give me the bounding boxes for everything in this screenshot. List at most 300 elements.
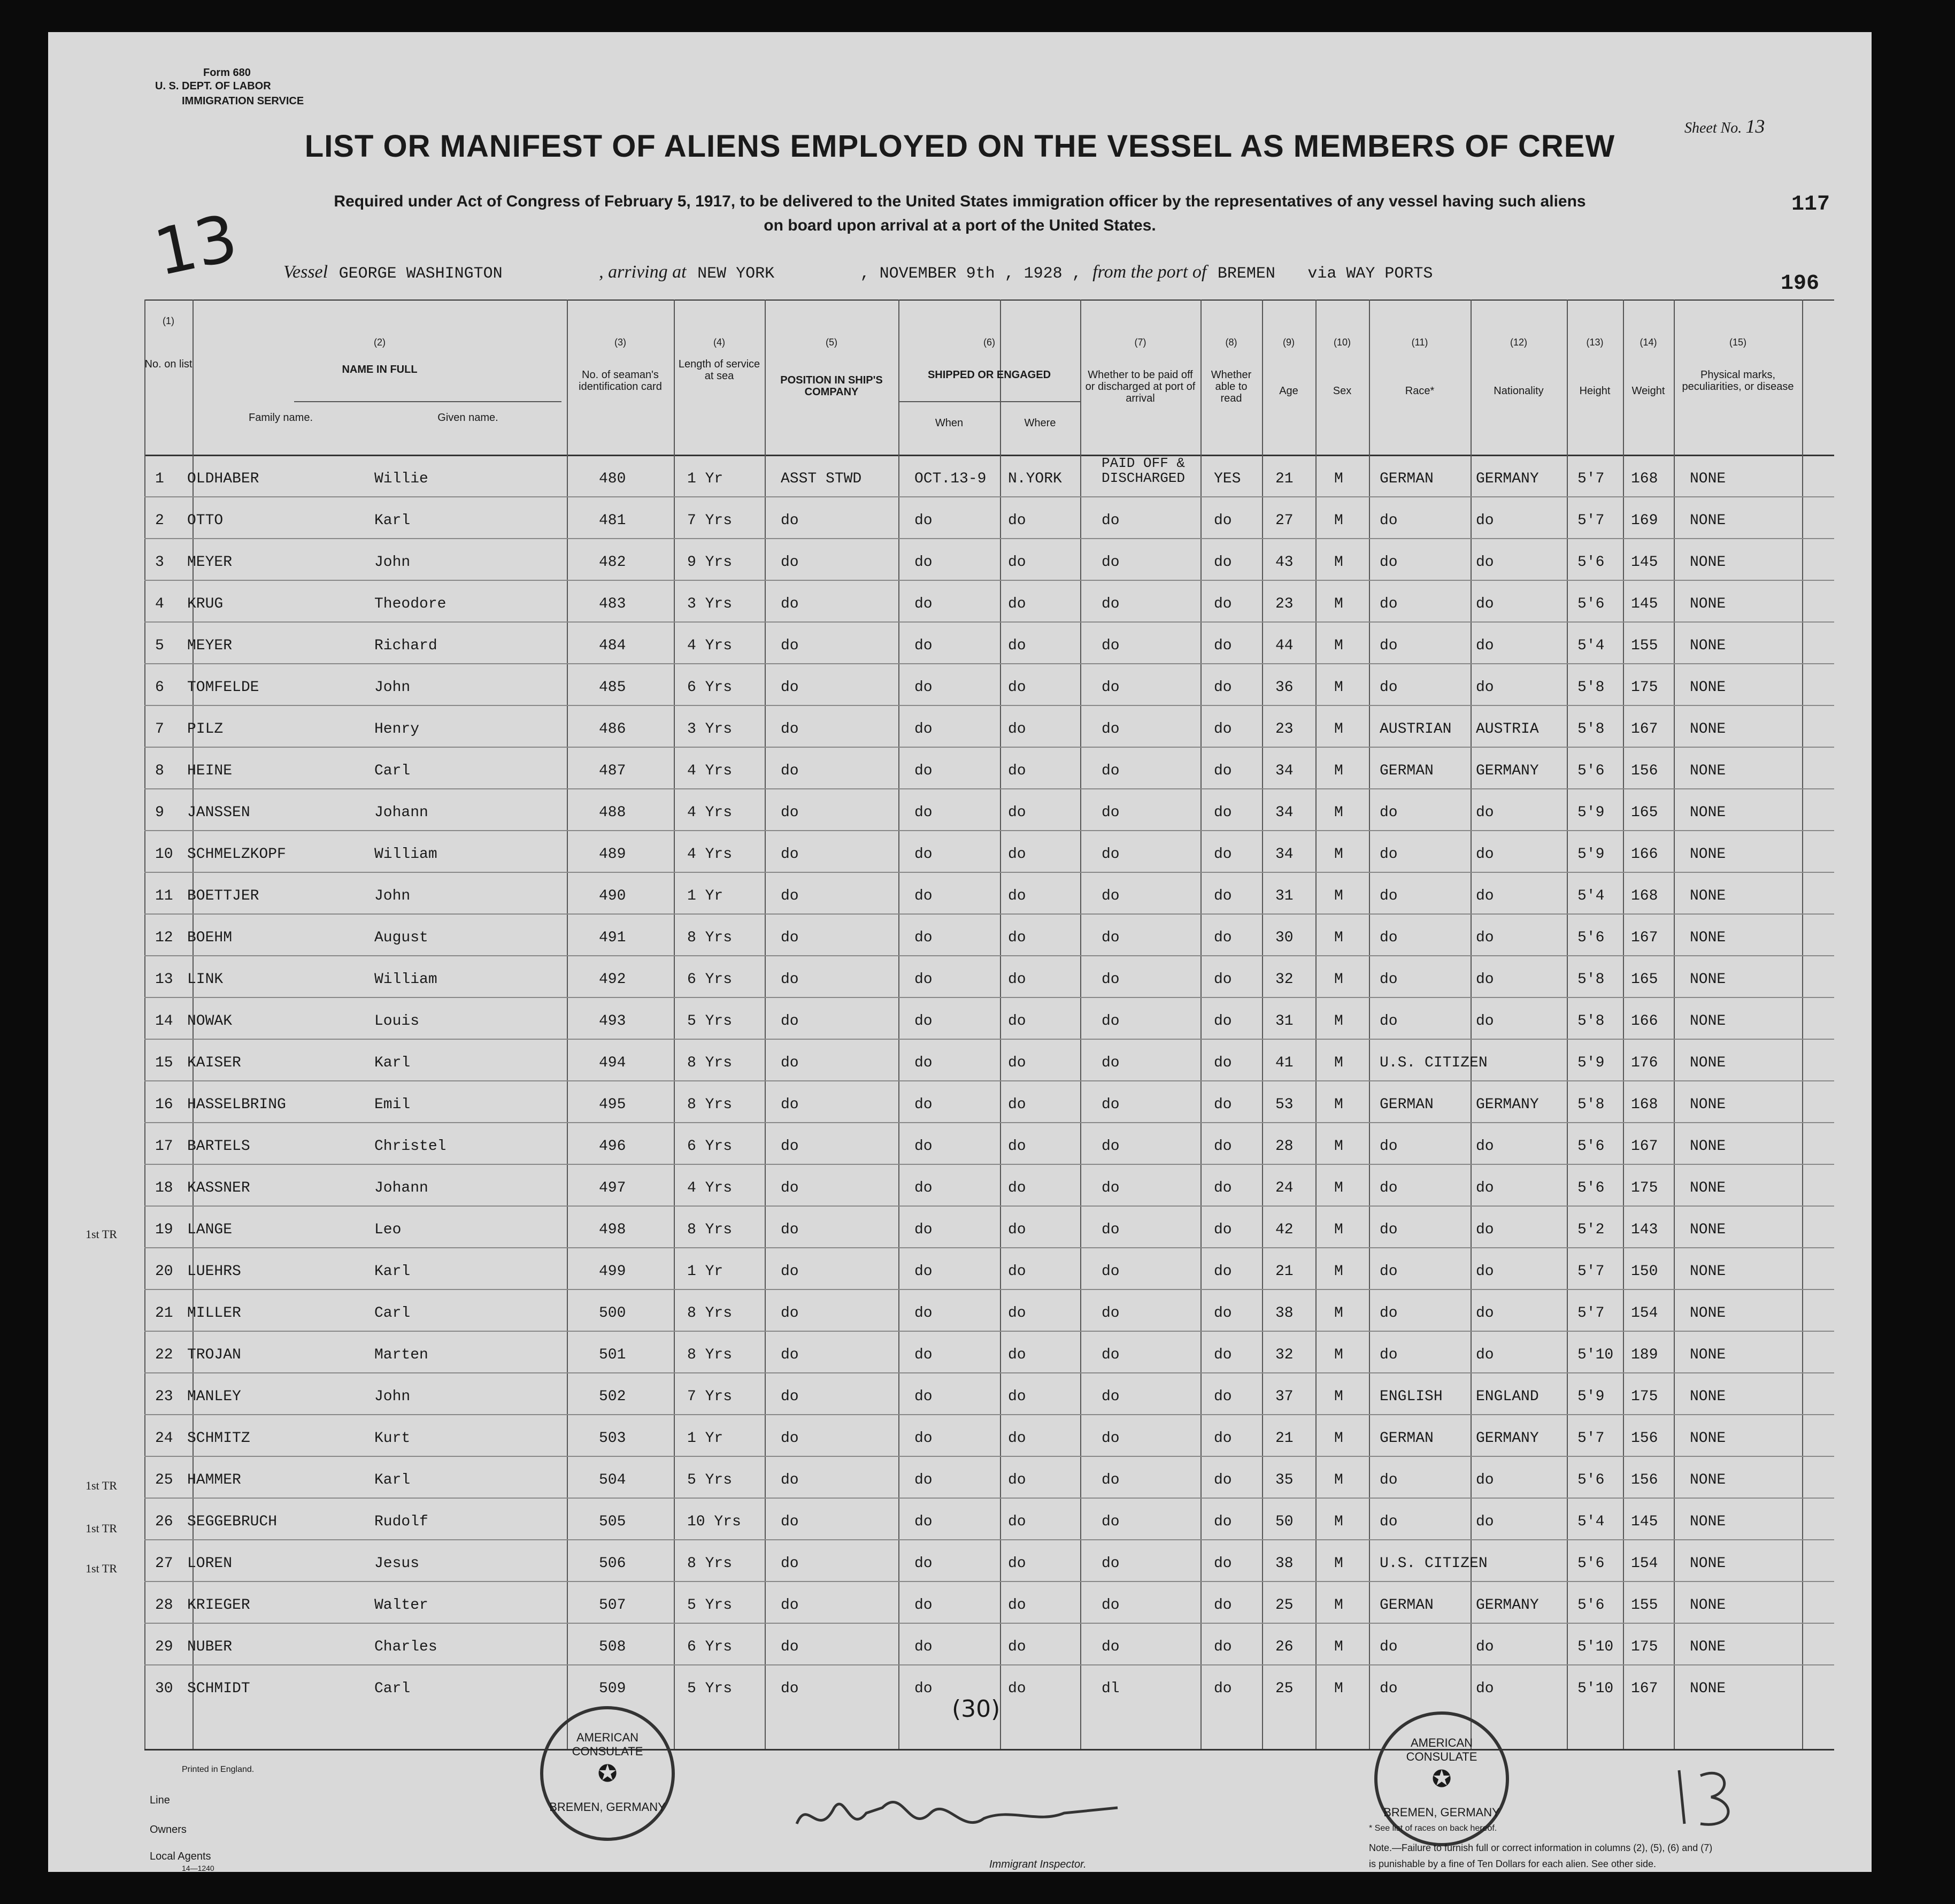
sex-cell: M — [1334, 1305, 1343, 1322]
position-cell: do — [781, 1263, 799, 1280]
height-cell: 5'6 — [1577, 554, 1605, 571]
read-cell: do — [1214, 1055, 1232, 1071]
position-cell: do — [781, 763, 799, 779]
given-name-cell: Rudolf — [374, 1514, 428, 1530]
race-cell: do — [1380, 1514, 1398, 1530]
row-number: 20 — [155, 1263, 173, 1280]
id-card-cell: 491 — [599, 930, 626, 946]
age-cell: 32 — [1275, 1347, 1294, 1363]
margin-note: 1st TR — [86, 1522, 117, 1535]
where-cell: do — [1008, 1639, 1026, 1655]
row-number: 26 — [155, 1514, 173, 1530]
where-cell: do — [1008, 638, 1026, 654]
height-cell: 5'8 — [1577, 1096, 1605, 1113]
given-name-cell: Christel — [374, 1138, 447, 1155]
paid-off-cell: do — [1102, 888, 1120, 904]
position-cell: do — [781, 596, 799, 612]
race-cell: do — [1380, 512, 1398, 529]
when-cell: do — [914, 1222, 933, 1238]
nationality-cell: do — [1476, 679, 1494, 696]
given-name-cell: Karl — [374, 512, 411, 529]
table-row — [144, 747, 1834, 788]
row-number: 11 — [155, 888, 173, 904]
service-cell: 6 Yrs — [687, 679, 733, 696]
family-name-cell: MANLEY — [187, 1388, 241, 1405]
sex-cell: M — [1334, 1388, 1343, 1405]
when-cell: do — [914, 1514, 933, 1530]
col-when: When — [935, 417, 964, 429]
read-cell: do — [1214, 1597, 1232, 1614]
age-cell: 32 — [1275, 971, 1294, 988]
arriving-port: NEW YORK — [697, 265, 775, 283]
marks-cell: NONE — [1690, 471, 1726, 487]
family-name-cell: NOWAK — [187, 1013, 233, 1030]
marks-cell: NONE — [1690, 1597, 1726, 1614]
id-card-cell: 490 — [599, 888, 626, 904]
id-card-cell: 487 — [599, 763, 626, 779]
col-9-number: (9) — [1283, 337, 1295, 348]
paid-off-cell: do — [1102, 1222, 1120, 1238]
position-cell: do — [781, 1388, 799, 1405]
marks-cell: NONE — [1690, 1514, 1726, 1530]
row-number: 19 — [155, 1222, 173, 1238]
height-cell: 5'8 — [1577, 721, 1605, 738]
col-10-number: (10) — [1333, 337, 1351, 348]
row-number: 30 — [155, 1680, 173, 1697]
service-cell: 4 Yrs — [687, 846, 733, 863]
race-cell: GERMAN — [1380, 1597, 1434, 1614]
corner-number: 117 — [1791, 193, 1830, 217]
race-cell: do — [1380, 554, 1398, 571]
family-name-cell: TROJAN — [187, 1347, 241, 1363]
paid-off-cell: do — [1102, 1639, 1120, 1655]
id-card-cell: 500 — [599, 1305, 626, 1322]
paid-off-cell: do — [1102, 846, 1120, 863]
age-cell: 37 — [1275, 1388, 1294, 1405]
id-card-cell: 507 — [599, 1597, 626, 1614]
id-card-cell: 504 — [599, 1472, 626, 1488]
position-cell: do — [781, 638, 799, 654]
manifest-sheet — [48, 32, 1872, 1872]
marks-cell: NONE — [1690, 804, 1726, 821]
table-row — [144, 496, 1834, 538]
marks-cell: NONE — [1690, 1055, 1726, 1071]
id-card-cell: 481 — [599, 512, 626, 529]
sex-cell: M — [1334, 1639, 1343, 1655]
vessel-line — [283, 262, 1439, 283]
read-cell: do — [1214, 1680, 1232, 1697]
when-cell: do — [914, 512, 933, 529]
given-name-cell: Karl — [374, 1055, 411, 1071]
table-row — [144, 913, 1834, 955]
paid-off-cell: do — [1102, 1180, 1120, 1196]
row-number: 8 — [155, 763, 164, 779]
race-cell: do — [1380, 1680, 1398, 1697]
where-cell: do — [1008, 1138, 1026, 1155]
age-cell: 35 — [1275, 1472, 1294, 1488]
service-cell: 8 Yrs — [687, 1555, 733, 1572]
height-cell: 5'6 — [1577, 1180, 1605, 1196]
race-cell: GERMAN — [1380, 1430, 1434, 1447]
nationality-cell: do — [1476, 1472, 1494, 1488]
marks-cell: NONE — [1690, 1305, 1726, 1322]
service-cell: 7 Yrs — [687, 1388, 733, 1405]
when-cell: do — [914, 1013, 933, 1030]
vessel-name: GEORGE WASHINGTON — [338, 265, 503, 283]
nationality-cell: do — [1476, 1180, 1494, 1196]
given-name-cell: Willie — [374, 471, 428, 487]
row-number: 22 — [155, 1347, 173, 1363]
sex-cell: M — [1334, 596, 1343, 612]
nationality-cell: do — [1476, 1222, 1494, 1238]
weight-cell: 175 — [1631, 1180, 1658, 1196]
read-cell: do — [1214, 596, 1232, 612]
age-cell: 25 — [1275, 1680, 1294, 1697]
weight-cell: 143 — [1631, 1222, 1658, 1238]
where-cell: do — [1008, 846, 1026, 863]
read-cell: YES — [1214, 471, 1241, 487]
where-cell: do — [1008, 1180, 1026, 1196]
nationality-cell: do — [1476, 971, 1494, 988]
id-card-cell: 489 — [599, 846, 626, 863]
position-cell: do — [781, 512, 799, 529]
sex-cell: M — [1334, 1055, 1343, 1071]
table-row — [144, 788, 1834, 830]
table-row — [144, 1623, 1834, 1664]
nationality-cell: do — [1476, 1263, 1494, 1280]
paid-off-cell: do — [1102, 1263, 1120, 1280]
id-card-cell: 496 — [599, 1138, 626, 1155]
col-weight: Weight — [1631, 385, 1665, 397]
marks-cell: NONE — [1690, 1138, 1726, 1155]
given-name-cell: Karl — [374, 1472, 411, 1488]
given-name-cell: John — [374, 554, 411, 571]
paid-off-cell: do — [1102, 1472, 1120, 1488]
col-15-number: (15) — [1729, 337, 1746, 348]
col-race: Race* — [1405, 385, 1435, 397]
paid-off-cell: do — [1102, 1555, 1120, 1572]
read-cell: do — [1214, 679, 1232, 696]
marks-cell: NONE — [1690, 1472, 1726, 1488]
age-cell: 24 — [1275, 1180, 1294, 1196]
height-cell: 5'10 — [1577, 1680, 1614, 1697]
race-cell: U.S. CITIZEN — [1380, 1555, 1488, 1572]
weight-cell: 166 — [1631, 846, 1658, 863]
position-cell: do — [781, 1055, 799, 1071]
row-number: 9 — [155, 804, 164, 821]
height-cell: 5'10 — [1577, 1347, 1614, 1363]
race-cell: do — [1380, 1639, 1398, 1655]
arriving-label: , arriving at — [599, 262, 687, 282]
sex-cell: M — [1334, 1347, 1343, 1363]
sex-cell: M — [1334, 1013, 1343, 1030]
row-number: 4 — [155, 596, 164, 612]
age-cell: 25 — [1275, 1597, 1294, 1614]
age-cell: 44 — [1275, 638, 1294, 654]
column-headers — [144, 300, 1834, 455]
paid-off-cell: do — [1102, 596, 1120, 612]
where-cell: do — [1008, 1430, 1026, 1447]
where-cell: do — [1008, 1222, 1026, 1238]
given-name-cell: William — [374, 846, 437, 863]
row-number: 16 — [155, 1096, 173, 1113]
age-cell: 38 — [1275, 1555, 1294, 1572]
when-cell: do — [914, 1597, 933, 1614]
age-cell: 21 — [1275, 1430, 1294, 1447]
where-cell: do — [1008, 512, 1026, 529]
col-14-number: (14) — [1640, 337, 1657, 348]
where-cell: N.YORK — [1008, 471, 1062, 487]
service-cell: 1 Yr — [687, 888, 723, 904]
row-number: 28 — [155, 1597, 173, 1614]
age-cell: 34 — [1275, 846, 1294, 863]
form-dept: U. S. DEPT. OF LABOR — [155, 80, 271, 92]
height-cell: 5'6 — [1577, 596, 1605, 612]
table-row — [144, 1247, 1834, 1289]
when-cell: do — [914, 1388, 933, 1405]
sex-cell: M — [1334, 512, 1343, 529]
row-number: 27 — [155, 1555, 173, 1572]
given-name-cell: Johann — [374, 1180, 428, 1196]
id-card-cell: 498 — [599, 1222, 626, 1238]
sex-cell: M — [1334, 1472, 1343, 1488]
nationality-cell: GERMANY — [1476, 1096, 1539, 1113]
col-3-number: (3) — [614, 337, 626, 348]
race-cell: do — [1380, 1138, 1398, 1155]
given-name-cell: Richard — [374, 638, 437, 654]
where-cell: do — [1008, 1305, 1026, 1322]
given-name-cell: August — [374, 930, 428, 946]
name-divider — [294, 401, 561, 402]
row-number: 7 — [155, 721, 164, 738]
table-row — [144, 1289, 1834, 1331]
family-name-cell: HEINE — [187, 763, 233, 779]
read-cell: do — [1214, 1180, 1232, 1196]
given-name-cell: Kurt — [374, 1430, 411, 1447]
weight-cell: 176 — [1631, 1055, 1658, 1071]
age-cell: 36 — [1275, 679, 1294, 696]
table-row — [144, 1206, 1834, 1247]
col-7-number: (7) — [1134, 337, 1146, 348]
family-name-cell: JANSSEN — [187, 804, 250, 821]
fine-note-2: is punishable by a fine of Ten Dollars for each alien. See other side. — [1369, 1859, 1656, 1869]
service-cell: 4 Yrs — [687, 763, 733, 779]
position-cell: do — [781, 971, 799, 988]
position-cell: do — [781, 1472, 799, 1488]
inspector-label: Immigrant Inspector. — [989, 1859, 1087, 1870]
sex-cell: M — [1334, 554, 1343, 571]
height-cell: 5'9 — [1577, 846, 1605, 863]
position-cell: ASST STWD — [781, 471, 862, 487]
height-cell: 5'6 — [1577, 1472, 1605, 1488]
weight-cell: 156 — [1631, 1472, 1658, 1488]
row-number: 12 — [155, 930, 173, 946]
id-card-cell: 492 — [599, 971, 626, 988]
service-cell: 8 Yrs — [687, 1347, 733, 1363]
col-id-card: No. of seaman's identification card — [579, 369, 662, 393]
read-cell: do — [1214, 1430, 1232, 1447]
id-card-cell: 486 — [599, 721, 626, 738]
height-cell: 5'4 — [1577, 638, 1605, 654]
read-cell: do — [1214, 888, 1232, 904]
sex-cell: M — [1334, 1555, 1343, 1572]
nationality-cell: do — [1476, 596, 1494, 612]
age-cell: 31 — [1275, 1013, 1294, 1030]
race-cell: U.S. CITIZEN — [1380, 1055, 1488, 1071]
table-row — [144, 1498, 1834, 1539]
given-name-cell: Karl — [374, 1263, 411, 1280]
stamp-text-top: AMERICAN CONSULATE — [572, 1731, 643, 1758]
race-cell: do — [1380, 596, 1398, 612]
nationality-cell: GERMANY — [1476, 763, 1539, 779]
weight-cell: 168 — [1631, 471, 1658, 487]
paid-off-cell: do — [1102, 1597, 1120, 1614]
where-cell: do — [1008, 1680, 1026, 1697]
height-cell: 5'8 — [1577, 679, 1605, 696]
age-cell: 27 — [1275, 512, 1294, 529]
footer-owners-label: Owners — [150, 1824, 187, 1836]
nationality-cell: AUSTRIA — [1476, 721, 1539, 738]
service-cell: 3 Yrs — [687, 596, 733, 612]
weight-cell: 175 — [1631, 1639, 1658, 1655]
when-cell: do — [914, 1096, 933, 1113]
position-cell: do — [781, 1096, 799, 1113]
where-cell: do — [1008, 1555, 1026, 1572]
service-cell: 1 Yr — [687, 471, 723, 487]
when-cell: do — [914, 1180, 933, 1196]
when-cell: do — [914, 1472, 933, 1488]
position-cell: do — [781, 888, 799, 904]
given-name-cell: Louis — [374, 1013, 420, 1030]
given-name-cell: Carl — [374, 1680, 411, 1697]
row-number: 24 — [155, 1430, 173, 1447]
id-card-cell: 502 — [599, 1388, 626, 1405]
weight-cell: 156 — [1631, 763, 1658, 779]
marks-cell: NONE — [1690, 554, 1726, 571]
paid-off-cell: do — [1102, 1305, 1120, 1322]
sex-cell: M — [1334, 1680, 1343, 1697]
marks-cell: NONE — [1690, 1680, 1726, 1697]
where-cell: do — [1008, 1388, 1026, 1405]
row-number: 13 — [155, 971, 173, 988]
service-cell: 6 Yrs — [687, 1639, 733, 1655]
col-given-name: Given name. — [437, 412, 498, 424]
sex-cell: M — [1334, 1180, 1343, 1196]
position-cell: do — [781, 1680, 799, 1697]
service-cell: 6 Yrs — [687, 971, 733, 988]
inspector-signature — [786, 1776, 1128, 1851]
family-name-cell: LUEHRS — [187, 1263, 241, 1280]
marks-cell: NONE — [1690, 1222, 1726, 1238]
sex-cell: M — [1334, 679, 1343, 696]
when-cell: do — [914, 1305, 933, 1322]
when-cell: do — [914, 1430, 933, 1447]
race-cell: do — [1380, 1222, 1398, 1238]
where-cell: do — [1008, 1013, 1026, 1030]
sex-cell: M — [1334, 930, 1343, 946]
nationality-cell: do — [1476, 1347, 1494, 1363]
table-row — [144, 1372, 1834, 1414]
sex-cell: M — [1334, 1514, 1343, 1530]
table-row — [144, 997, 1834, 1039]
marks-cell: NONE — [1690, 1180, 1726, 1196]
nationality-cell: do — [1476, 1514, 1494, 1530]
row-number: 5 — [155, 638, 164, 654]
paid-off-cell: do — [1102, 512, 1120, 529]
weight-cell: 156 — [1631, 1430, 1658, 1447]
race-cell: GERMAN — [1380, 471, 1434, 487]
sex-cell: M — [1334, 1263, 1343, 1280]
eagle-icon: ✪ — [1431, 1766, 1452, 1792]
when-cell: do — [914, 1138, 933, 1155]
position-cell: do — [781, 1222, 799, 1238]
position-cell: do — [781, 804, 799, 821]
paid-off-cell: do — [1102, 638, 1120, 654]
col-no-on-list: No. on list — [144, 358, 193, 370]
id-card-cell: 497 — [599, 1180, 626, 1196]
race-cell: do — [1380, 1013, 1398, 1030]
height-cell: 5'7 — [1577, 471, 1605, 487]
age-cell: 43 — [1275, 554, 1294, 571]
row-number: 6 — [155, 679, 164, 696]
given-name-cell: Marten — [374, 1347, 428, 1363]
id-card-cell: 499 — [599, 1263, 626, 1280]
marks-cell: NONE — [1690, 679, 1726, 696]
id-card-cell: 509 — [599, 1680, 626, 1697]
read-cell: do — [1214, 1013, 1232, 1030]
race-cell: do — [1380, 1472, 1398, 1488]
service-cell: 4 Yrs — [687, 1180, 733, 1196]
eagle-icon: ✪ — [597, 1761, 618, 1787]
where-cell: do — [1008, 1096, 1026, 1113]
position-cell: do — [781, 1597, 799, 1614]
family-name-cell: KAISER — [187, 1055, 241, 1071]
family-name-cell: HAMMER — [187, 1472, 241, 1488]
weight-cell: 167 — [1631, 930, 1658, 946]
service-cell: 5 Yrs — [687, 1680, 733, 1697]
height-cell: 5'7 — [1577, 512, 1605, 529]
height-cell: 5'10 — [1577, 1639, 1614, 1655]
height-cell: 5'6 — [1577, 1597, 1605, 1614]
paid-off-cell: do — [1102, 721, 1120, 738]
where-cell: do — [1008, 1597, 1026, 1614]
sex-cell: M — [1334, 804, 1343, 821]
position-cell: do — [781, 1180, 799, 1196]
marks-cell: NONE — [1690, 971, 1726, 988]
nationality-cell: do — [1476, 846, 1494, 863]
col-12-number: (12) — [1510, 337, 1527, 348]
weight-cell: 154 — [1631, 1305, 1658, 1322]
table-row — [144, 955, 1834, 997]
height-cell: 5'6 — [1577, 763, 1605, 779]
when-cell: do — [914, 1055, 933, 1071]
stamp-text-bottom: BREMEN, GERMANY — [549, 1800, 666, 1814]
nationality-cell: GERMANY — [1476, 471, 1539, 487]
row-number: 2 — [155, 512, 164, 529]
row-number: 21 — [155, 1305, 173, 1322]
table-row — [144, 538, 1834, 580]
given-name-cell: Johann — [374, 804, 428, 821]
age-cell: 23 — [1275, 721, 1294, 738]
table-row — [144, 1414, 1834, 1456]
height-cell: 5'9 — [1577, 1388, 1605, 1405]
sex-cell: M — [1334, 1096, 1343, 1113]
weight-cell: 145 — [1631, 596, 1658, 612]
family-name-cell: LANGE — [187, 1222, 233, 1238]
family-name-cell: SCHMIDT — [187, 1680, 250, 1697]
position-cell: do — [781, 1555, 799, 1572]
footer-printed: Printed in England. — [182, 1765, 255, 1774]
